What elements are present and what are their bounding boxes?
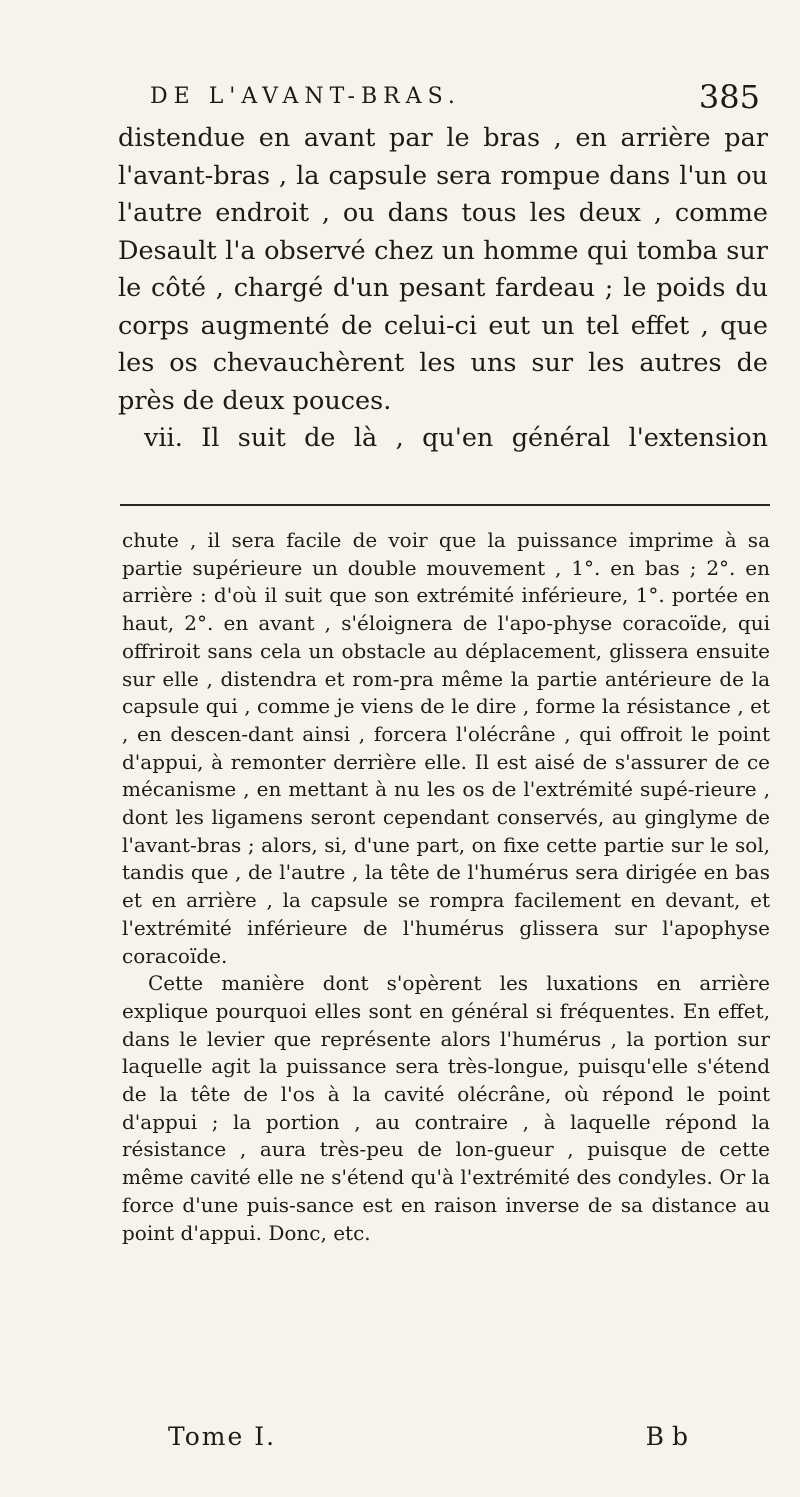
main-text-line: l'avant-bras , la capsule sera rompue dans l'un ou <box>118 160 768 191</box>
signature-mark: B b <box>645 1422 688 1451</box>
main-text-line: corps augmenté de celui-ci eut un tel effet , que <box>118 310 768 341</box>
main-text-line: distendue en avant par le bras , en arrière par <box>118 123 768 153</box>
main-text-line: l'autre endroit , ou dans tous les deux , comme <box>118 198 768 228</box>
signature-line <box>168 1422 728 1458</box>
page-header <box>150 78 760 118</box>
tome-label: Tome I. <box>168 1422 277 1451</box>
main-text-line: près de deux pouces. <box>118 385 392 416</box>
main-text-line: les os chevauchèrent les uns sur les autres de <box>118 348 768 378</box>
main-text-line: le côté , chargé d'un pesant fardeau ; le poids du <box>118 273 768 303</box>
footnote-paragraph-1: chute , il sera facile de voir que la puissance imprime à sa partie supérieure un double mouvement , 1°. en bas ; 2°. en arrière : d'où il suit que son extrémité inférieure, 1°. portée en haut, 2°. en avant , s'éloignera de l'apo-physe coracoïde, qui offriroit sans cela un obstacle au déplacement, glissera ensuite sur elle , distendra et rom-pra même la partie antérieure de la capsule qui , comme je viens de le dire , forme la résistance , et , en descen-dant ainsi , forcera l'olécrâne , qui offroit le point d'appui, à remonter derrière elle. Il est aisé de s'assurer de ce mécanisme , en mettant à nu les os de l'extrémité supé-rieure , dont les ligamens seront cependant conservés, au ginglyme de l'avant-bras ; alors, si, d'une part, on fixe cette partie sur le sol, tandis que , de l'autre , la tête de l'humérus sera dirigée en bas et en arrière , la capsule se rompra facilement en devant, et l'extrémité inférieure de l'humérus glissera sur l'apophyse coracoïde. <box>122 528 770 968</box>
main-text <box>118 120 768 458</box>
page-number: 385 <box>698 78 760 116</box>
main-text-line: vii. Il suit de là , qu'en général l'extension <box>144 423 768 453</box>
footnote-separator <box>120 504 770 506</box>
footnote-block <box>122 527 770 1247</box>
running-title: DE L'AVANT-BRAS. <box>150 84 461 109</box>
footnote-paragraph-2: Cette manière dont s'opèrent les luxations en arrière explique pourquoi elles sont en général si fréquentes. En effet, dans le levier que représente alors l'humérus , la portion sur laquelle agit la puissance sera très-longue, puisqu'elle s'étend de la tête de l'os à la cavité olécrâne, où répond le point d'appui ; la portion , au contraire , à laquelle répond la résistance , aura très-peu de lon-gueur , puisque de cette même cavité elle ne s'étend qu'à l'extrémité des condyles. Or la force d'une puis-sance est en raison inverse de sa distance au point d'appui. Donc, etc. <box>122 971 770 1245</box>
main-text-line: Desault l'a observé chez un homme qui tomba sur <box>118 235 768 266</box>
